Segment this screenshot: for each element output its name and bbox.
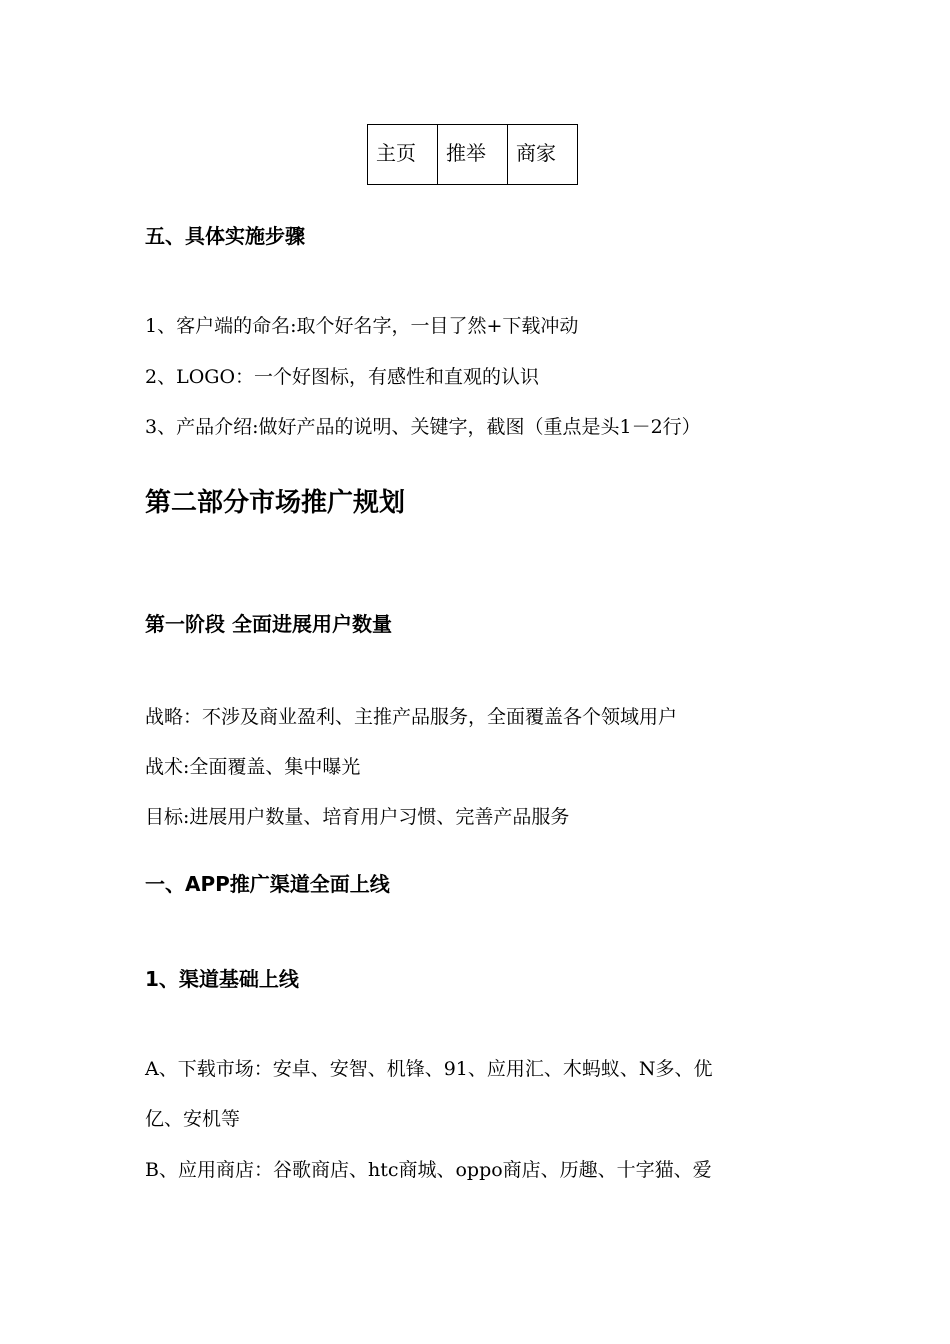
tactics-line: 战术:全面覆盖、集中曝光 (145, 756, 361, 778)
channels-heading: 一、APP推广渠道全面上线 (145, 872, 390, 896)
channels-subheading: 1、渠道基础上线 (145, 967, 299, 991)
stage-one-heading: 第一阶段 全面进展用户数量 (145, 612, 392, 636)
step-naming: 1、客户端的命名:取个好名字，一目了然+下载冲动 (145, 315, 579, 337)
download-markets-line-cont: 亿、安机等 (145, 1108, 241, 1130)
part-two-heading: 第二部分市场推广规划 (145, 488, 406, 518)
download-markets-line: A、下载市场：安卓、安智、机锋、91、应用汇、木蚂蚁、N多、优 (145, 1058, 713, 1080)
app-stores-line: B、应用商店：谷歌商店、htc商城、oppo商店、历趣、十字猫、爱 (145, 1159, 712, 1181)
step-logo: 2、LOGO：一个好图标，有感性和直观的认识 (145, 366, 540, 388)
nav-cell-recommend: 推举 (438, 125, 508, 185)
strategy-line: 战略：不涉及商业盈利、主推产品服务，全面覆盖各个领域用户 (145, 706, 678, 728)
nav-table (367, 124, 578, 185)
goal-line: 目标:进展用户数量、培育用户习惯、完善产品服务 (145, 806, 570, 828)
nav-cell-home: 主页 (368, 125, 438, 185)
section-five-heading: 五、具体实施步骤 (145, 224, 305, 248)
step-product-intro: 3、产品介绍:做好产品的说明、关键字，截图（重点是头1－2行） (145, 416, 701, 438)
nav-cell-merchants: 商家 (508, 125, 578, 185)
